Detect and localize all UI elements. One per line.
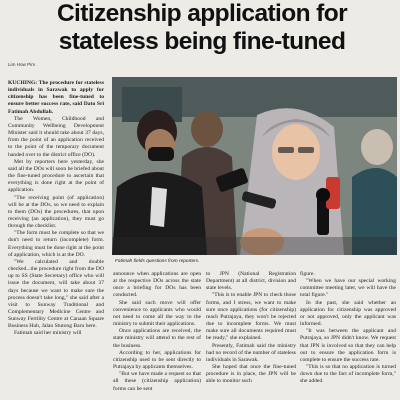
article-paragraph: "The form must be complete so that we don't need to return (incomplete) form. Everything must be done right at the point of application, which is at the DO. — [8, 230, 104, 258]
article-paragraph: Fatimah said her ministry will — [14, 330, 82, 337]
article-paragraph: "The receiving point (of application) will be at the DOs, so we need to explain to them (DOs) the procedures, that upon receiving (an application), they must go through the checklist. — [8, 194, 104, 230]
article-paragraph: "We calculated and double checked...the procedure right from the DO up to SS (State Secretary) office who will issue the document, will take about 37 days because we want to make sure the process doesn't take long," she said after a visit to Sunway Traditional and Complementary Medicine Centre and Sunway Fertility Centre at Canaan Square Business Hub, Jalan Stutong Baru here. — [8, 258, 104, 330]
article-column-1 — [8, 80, 104, 398]
article-column-2 — [113, 271, 201, 398]
photo-illustration — [112, 77, 397, 255]
article-paragraph: "But we have made a request so that all these (citizenship application) forms can be sent — [113, 371, 201, 392]
article-paragraph: Presently, Fatimah said the ministry had no record of the number of stateless individuals in Sarawak. — [206, 342, 296, 363]
article-paragraph: In the past, she said whether an application for citizenship was approved or not approved, only the applicant was informed. — [300, 299, 396, 328]
article-paragraph: Met by reporters here yesterday, she said all the DOs will soon be briefed about the fine-tuned procedure to ascertain that everything is done right at the point of application. — [8, 158, 104, 194]
headline-line-1: Citizenship application for — [56, 0, 348, 27]
article-paragraph: "This is so that no application is turned down due to the fact of incomplete form," she added. — [300, 364, 396, 385]
article-paragraph: to JPN (National Registration Department) at all district, division and state levels. — [206, 271, 296, 292]
article-paragraph: Once applications are received, the state ministry will attend to the rest of the business. — [113, 328, 201, 349]
news-photo — [112, 77, 397, 255]
article-paragraph: announce when applications are open at the respective DOs across the state once a briefing for DOs has been conducted. — [113, 271, 201, 299]
article-column-3 — [206, 271, 296, 398]
article-paragraph: "When we have our special working committee meeting later, we will have the total figure." — [300, 278, 396, 299]
article-paragraph: "This is to enable JPN to check those forms, and I stress, we want to make sure once applications (for citizenship) reach Putrajaya, they won't be rejected due to incomplete forms. We must make sure all documents required must be ready," she explained. — [206, 292, 296, 342]
photo-caption: Fatimah fields questions from reporters. — [115, 259, 200, 264]
article-paragraph: The Women, Childhood and Community Wellbeing Development Minister said it should take about 37 days, from the point of an application received to the point of the temporary document handed over to the district office (DO). — [8, 115, 104, 158]
headline-line-2: stateless being fine-tuned — [58, 28, 346, 55]
headline — [6, 0, 398, 56]
article-paragraph: "It was between the applicant and Putrajaya, so JPN didn't know. We request that JPN is involved so that they can help out to ensure the application form is complete to ensure the success rate. — [300, 328, 396, 363]
byline: Lim How Pim — [8, 62, 36, 67]
article-paragraph: KUCHING: The procedure for stateless individuals in Sarawak to apply for citizenship has been fine-tuned to ensure better success rate, said Dato Sri Fatimah Abdullah. — [8, 80, 104, 115]
article-column-4 — [300, 271, 396, 398]
article-paragraph: According to her, applications for citizenship used to be sent directly to Putrajaya by applicants themselves. — [113, 349, 201, 371]
article-paragraph: figure. — [300, 271, 315, 277]
article-paragraph: She hoped that once the fine-tuned procedure is in place, the JPN will be able to monitor such — [206, 364, 296, 385]
article-paragraph: She said such move will offer convenience to applicants who would not need to come all the way to the ministry to submit their applications. — [113, 299, 201, 328]
